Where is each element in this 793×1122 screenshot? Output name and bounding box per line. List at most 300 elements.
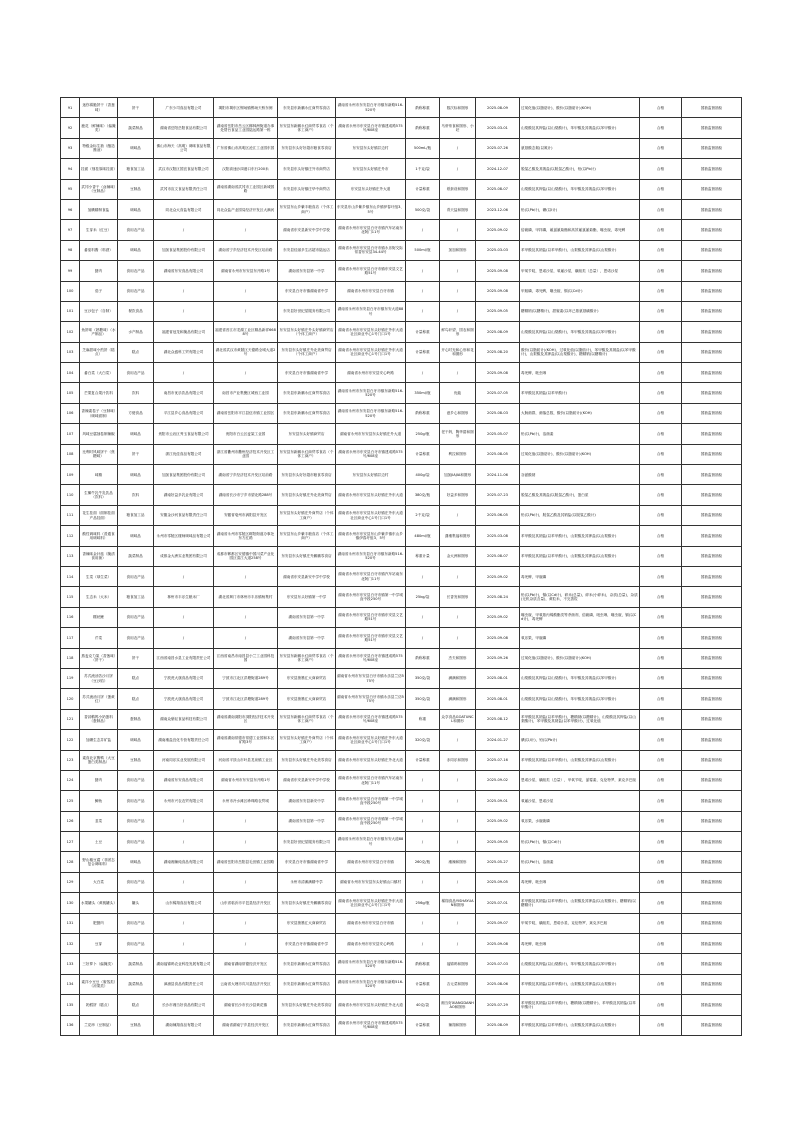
producer-address-cell: / (214, 872, 278, 892)
production-date-cell: 2025-05-27 (476, 852, 520, 872)
row-number-cell: 128 (61, 852, 80, 872)
row-number-cell: 99 (61, 261, 80, 281)
trademark-cell: 青天盐和图形 (440, 199, 476, 219)
producer-name-cell: 加加食品集团股份有限公司 (154, 465, 214, 485)
table-row (61, 1015, 742, 1035)
sampled-unit-name-cell: 东安县东头好镇庄外头好镇商贸店（个体工商户） (278, 322, 336, 342)
producer-name-cell: 漳浦县食品有限责任公司 (154, 974, 214, 994)
producer-address-cell: 湖南省长沙市宁乡市望北路288号 (214, 485, 278, 505)
inspection-items-cell: 脱氢乙酸及其钠盐(以脱氢乙酸计)，蛋白质 (520, 485, 640, 505)
production-date-cell: 2025-05-07 (476, 424, 520, 444)
food-category-cell: 食用农产品 (118, 220, 154, 240)
table-row (61, 301, 742, 321)
producer-name-cell: / (154, 872, 214, 892)
specification-cell: 称重 (406, 709, 440, 729)
trademark-cell: 利拉和图形 (440, 444, 476, 464)
trademark-cell: 好益多和图形 (440, 485, 476, 505)
trademark-cell: / (440, 301, 476, 321)
production-date-cell: 2025-09-02 (476, 566, 520, 586)
food-category-cell: 调味品 (118, 852, 154, 872)
row-number-cell: 96 (61, 199, 80, 219)
sampled-unit-address-cell: 湖南省永州市东安县白牙市镇汽车站南东北阿门11号 (336, 770, 406, 790)
sampled-unit-address-cell: 湖南省永州市东安县东山乡紫乡镇东山乡镇伊春圩组3、5号 (336, 526, 406, 546)
production-date-cell: 2025-08-06 (476, 974, 520, 994)
inspection-items-cell: 苯甲酸及其钠盐(以苯甲酸计)，糖精钠(以糖精计)，苯甲酸及其钠盐(以苯甲酸计) (520, 995, 640, 1015)
product-name-cell: 迷你薄脆饼干（香葱味） (80, 98, 118, 118)
product-name-cell: 燕麦克力架（香葱味）（饼干） (80, 648, 118, 668)
sampling-type-cell: 国抽监督抽检 (682, 1015, 742, 1035)
sampled-unit-address-cell: 湖南省永州市东安县白牙市镇 (336, 913, 406, 933)
inspection-items-cell: 苯甲酸及其钠盐(以苯甲酸计)，山梨酸及其钾盐(以山梨酸计) (520, 750, 640, 770)
producer-name-cell: 湖北众盛科工贸有限公司 (154, 342, 214, 362)
sampling-type-cell: 国抽监督抽检 (682, 383, 742, 403)
table-row (61, 526, 742, 546)
sampled-unit-address-cell: 湖南省永州市东安县白牙市镇东新路516-520号 (336, 954, 406, 974)
production-date-cell: 2025-07-23 (476, 485, 520, 505)
production-date-cell: 2025-08-09 (476, 322, 520, 342)
product-name-cell: 比利时风味饼干（焦糖味） (80, 444, 118, 464)
inspection-items-cell: 山梨酸及其钾盐(以山梨酸计)，苯甲酸及其钠盐(以苯甲酸计) (520, 689, 640, 709)
table-body (61, 98, 742, 1036)
producer-address-cell: 成都市郫都区安德镇中国川菜产业化园区清江大道258号 (214, 546, 278, 566)
product-name-cell: 特级金标生抽（酿造酱油） (80, 138, 118, 158)
production-date-cell: 2024-01-27 (476, 730, 520, 750)
verdict-cell: 合格 (640, 566, 682, 586)
food-category-cell: 粮食加工品 (118, 159, 154, 179)
food-category-cell: 调味品 (118, 424, 154, 444)
production-date-cell: 2025-08-09 (476, 98, 520, 118)
food-category-cell: 蔬菜制品 (118, 118, 154, 138)
sampled-unit-address-cell: 湖南省永州市东安县白牙市镇东新路516-520号 (336, 403, 406, 423)
sampled-unit-address-cell: 湖南省永州市东安县白牙市镇第一中学城直中段250号 (336, 587, 406, 607)
verdict-cell: 合格 (640, 403, 682, 423)
product-name-cell: 香辣味金针菇（腌渍食用菌） (80, 546, 118, 566)
trademark-cell: / (440, 913, 476, 933)
table-row (61, 791, 742, 811)
producer-name-cell: 湖南省东安食品有限公司 (154, 261, 214, 281)
sampling-type-cell: 国抽监督抽检 (682, 954, 742, 974)
producer-address-cell: 湖南省长沙市长沙县黄花镇 (214, 995, 278, 1015)
trademark-cell: 众享食品GOATUNCL和图形 (440, 709, 476, 729)
production-date-cell: 2025-08-01 (476, 689, 520, 709)
sampled-unit-address-cell: 湖南省永州市东安县白牙市镇东安大道88号 (336, 301, 406, 321)
food-category-cell: 粮食加工品 (118, 505, 154, 525)
row-number-cell: 92 (61, 118, 80, 138)
product-name-cell: 生芽米（红豆） (80, 220, 118, 240)
sampled-unit-address-cell: 湖南省永州市东安县白牙市镇建成路575号/608室 (336, 709, 406, 729)
product-name-cell: 兰花串（豆制品） (80, 1015, 118, 1035)
specification-cell: 散称称重 (406, 118, 440, 138)
sampled-unit-address-cell: 湖南省永州市东安县东头好镇庄外东大道社区商业中心1号门口1号 (336, 342, 406, 362)
table-row (61, 363, 742, 383)
inspection-items-cell: 铅(以Pb计)，脱氢乙酸及其钠盐(以脱氢乙酸计) (520, 505, 640, 525)
specification-cell: 称重计量 (406, 546, 440, 566)
product-name-cell: 香蒜鹌鹑小奶蛋料（蛋制品） (80, 709, 118, 729)
table-row (61, 893, 742, 913)
sampled-unit-name-cell: 东安县白牙市镇湖南省中学 (278, 934, 336, 954)
producer-name-cell: 湖南湘盐宜化专营有限责任公司 (154, 730, 214, 750)
trademark-cell: 马蒂蒂食和图形、小坯 (440, 118, 476, 138)
sampled-unit-address-cell: 湖南省永州市东安县白牙市镇 (336, 852, 406, 872)
sampled-unit-address-cell: 东安县东头好镇庄外市 (336, 159, 406, 179)
specification-cell: 计量称重 (406, 342, 440, 362)
producer-address-cell: 湖南省湖南浏阳市浏阳经济技术开发区 (214, 709, 278, 729)
specification-cell: 计量称重 (406, 444, 440, 464)
product-name-cell: 挂面（细挂原味挂面） (80, 159, 118, 179)
inspection-items-cell: 恩诺沙星，磺胺类（总量），甲氧苄啶，氯霉素，克伦特罗，莱克多巴胺 (520, 770, 640, 790)
table-row (61, 689, 742, 709)
table-row (61, 872, 742, 892)
inspection-items-cell: 脱氢乙酸及其钠盐(以脱氢乙酸计)，铅(以Pb计) (520, 159, 640, 179)
table-row (61, 424, 742, 444)
specification-cell: / (406, 791, 440, 811)
food-category-cell: 食用农产品 (118, 791, 154, 811)
verdict-cell: 合格 (640, 893, 682, 913)
inspection-items-cell: 苯甲酸及其钠盐(以苯甲酸计)，山梨酸及其钾盐(以山梨酸计) (520, 240, 640, 260)
row-number-cell: 131 (61, 913, 80, 933)
specification-cell: 计量称重 (406, 179, 440, 199)
specification-cell: / (406, 913, 440, 933)
food-category-cell: 食用农产品 (118, 607, 154, 627)
producer-address-cell: / (214, 832, 278, 852)
producer-address-cell: / (214, 363, 278, 383)
sampling-type-cell: 国抽监督抽检 (682, 566, 742, 586)
producer-name-cell: 安徽金沙河食品有限责任公司 (154, 505, 214, 525)
sampled-unit-address-cell: 湖南省永州市东安县东头好镇庄外东大道社区商业中心1号门口1号 (336, 730, 406, 750)
product-name-cell: 猪肉 (80, 770, 118, 790)
trademark-cell: 湘当好XIANGDANHAO和图形 (440, 995, 476, 1015)
producer-address-cell: 南昌市产业集聚区城西工业园 (214, 383, 278, 403)
producer-name-cell: 河南同乐实业发展有限公司 (154, 750, 214, 770)
row-number-cell: 130 (61, 893, 80, 913)
food-category-cell: 豆制品 (118, 179, 154, 199)
table-row (61, 566, 742, 586)
sampled-unit-name-cell: 湖南省东安县第一中学 (278, 607, 336, 627)
producer-address-cell: 湖南省湖南常德市常德工业园和本区矿路3号 (214, 730, 278, 750)
product-name-cell: 番白菜（大白菜） (80, 363, 118, 383)
specification-cell: / (406, 811, 440, 831)
sampled-unit-name-cell: 湖南省东安县新安中学 (278, 791, 336, 811)
verdict-cell: 合格 (640, 281, 682, 301)
producer-address-cell: / (214, 607, 278, 627)
sampling-type-cell: 国抽监督抽检 (682, 363, 742, 383)
sampling-type-cell: 国抽监督抽检 (682, 689, 742, 709)
table-row (61, 403, 742, 423)
table-row (61, 118, 742, 138)
inspection-items-cell: 铅(以Pb计)，镉(以Cd计)，碎米(总量)，碎米(小碎米)，杂质(总量)，杂质(无机杂质含量)，黄粒米，不完善粒 (520, 587, 640, 607)
trademark-cell: / (440, 261, 476, 281)
producer-name-cell: 武冈市宣文食品有限责任公司 (154, 179, 214, 199)
table-row (61, 465, 742, 485)
sampling-type-cell: 国抽监督抽检 (682, 403, 742, 423)
production-date-cell: 2025-09-05 (476, 301, 520, 321)
table-row (61, 179, 742, 199)
sampled-unit-name-cell: 东安县东头好镇庄外鹏鹏零食店 (278, 546, 336, 566)
row-number-cell: 98 (61, 240, 80, 260)
product-name-cell: 鲫鱼 (80, 791, 118, 811)
production-date-cell: 2025-07-03 (476, 954, 520, 974)
specification-cell: / (406, 261, 440, 281)
row-number-cell: 101 (61, 301, 80, 321)
producer-name-cell: 武汉市汉阳区国宜食品有限公司 (154, 159, 214, 179)
producer-name-cell: / (154, 832, 214, 852)
sampled-unit-name-cell: 湖南省东安县新安中学中学校 (278, 220, 336, 240)
trademark-cell: / (440, 872, 476, 892)
producer-name-cell: 福建省冠龙和腌品有限公司 (154, 322, 214, 342)
producer-address-cell: 湖南省岳阳市岳云区榔林洲街道办事处帮台食品工业园陆运路第一栋 (214, 118, 278, 138)
table-row (61, 995, 742, 1015)
producer-address-cell: 湖南省湖南宁乡县经济开发区 (214, 1015, 278, 1035)
table-row (61, 668, 742, 688)
trademark-cell: 赤同乐和图形 (440, 750, 476, 770)
inspection-items-cell: 铅(以Pb计)，溶菌素 (520, 424, 640, 444)
specification-cell: / (406, 832, 440, 852)
food-category-cell: 水产制品 (118, 322, 154, 342)
product-name-cell: 水果罐头（黄桃罐头） (80, 893, 118, 913)
verdict-cell: 合格 (640, 750, 682, 770)
sampled-unit-name-cell: 东安县东山乡紫丰粮食店（个体工商户） (278, 199, 336, 219)
specification-cell: 计量称重 (406, 974, 440, 994)
row-number-cell: 100 (61, 281, 80, 301)
row-number-cell: 116 (61, 607, 80, 627)
producer-name-cell: 湖南湘辣纯食品有限公司 (154, 852, 214, 872)
row-number-cell: 91 (61, 98, 80, 118)
product-name-cell: 味精 (80, 465, 118, 485)
specification-cell: 500ml/瓶 (406, 240, 440, 260)
row-number-cell: 94 (61, 159, 80, 179)
food-category-cell: 糕点 (118, 668, 154, 688)
verdict-cell: 合格 (640, 587, 682, 607)
trademark-cell: 加加和图形 (440, 240, 476, 260)
table-row (61, 342, 742, 362)
product-name-cell: 风味豆腐抽卷制辣椒 (80, 424, 118, 444)
trademark-cell: / (440, 811, 476, 831)
specification-cell: 1千克/袋 (406, 159, 440, 179)
producer-address-cell: / (214, 913, 278, 933)
trademark-cell: 长香发和图形 (440, 587, 476, 607)
table-row (61, 444, 742, 464)
sampled-unit-name-cell: 东安县东头好好超市粮食零食店 (278, 465, 336, 485)
food-category-cell: 食用农产品 (118, 832, 154, 852)
sampling-type-cell: 国抽监督抽检 (682, 261, 742, 281)
verdict-cell: 合格 (640, 342, 682, 362)
food-category-cell: 罐头 (118, 893, 154, 913)
verdict-cell: 合格 (640, 322, 682, 342)
inspection-items-cell: 过氧化值(以脂肪计)，酸价(以脂肪计)(KOH) (520, 98, 640, 118)
row-number-cell: 127 (61, 832, 80, 852)
table-row (61, 485, 742, 505)
sampled-unit-address-cell: 湖南省永州市东安县白牙市镇汽车站南东北阿门11号 (336, 220, 406, 240)
sampled-unit-name-cell: 东安县东新鹏永红商贸零食店 (278, 1015, 336, 1035)
inspection-items-cell: 毒死蜱，甲胺磷 (520, 566, 640, 586)
production-date-cell: 2025-08-03 (476, 403, 520, 423)
producer-address-cell: / (214, 566, 278, 586)
production-date-cell: 2025-08-01 (476, 668, 520, 688)
trademark-cell: 意乡心和图形 (440, 403, 476, 423)
verdict-cell: 合格 (640, 526, 682, 546)
sampled-unit-name-cell: 永州市清滩满精中学 (278, 872, 336, 892)
product-name-cell: 大白菜 (80, 872, 118, 892)
verdict-cell: 合格 (640, 770, 682, 790)
row-number-cell: 107 (61, 424, 80, 444)
production-date-cell: 2025-08-07 (476, 179, 520, 199)
verdict-cell: 合格 (640, 934, 682, 954)
specification-cell: 350克/袋 (406, 668, 440, 688)
product-name-cell: 豆沙包子（自制） (80, 301, 118, 321)
row-number-cell: 132 (61, 934, 80, 954)
producer-address-cell: 同北众盐产业园局经济开发区大满河 (214, 199, 278, 219)
sampled-unit-name-cell: 东安县东新鹏永红商贸零食店 (278, 383, 336, 403)
verdict-cell: 合格 (640, 832, 682, 852)
production-date-cell: 2025-08-07 (476, 546, 520, 566)
sampling-type-cell: 国抽监督抽检 (682, 546, 742, 566)
verdict-cell: 合格 (640, 791, 682, 811)
sampling-type-cell: 国抽监督抽检 (682, 607, 742, 627)
sampling-type-cell: 国抽监督抽检 (682, 791, 742, 811)
product-name-cell: 花生挂面（面制挂面产品挂面） (80, 505, 118, 525)
production-date-cell: 2025-03-08 (476, 526, 520, 546)
production-date-cell: 2024-11-06 (476, 465, 520, 485)
table-row (61, 730, 742, 750)
sampling-type-cell: 国抽监督抽检 (682, 424, 742, 444)
inspection-items-cell: 甲胺磷，毒死蜱，噻虫胺，镉(以Cd计) (520, 281, 640, 301)
row-number-cell: 110 (61, 485, 80, 505)
sampling-type-cell: 国抽监督抽检 (682, 505, 742, 525)
production-date-cell: 2025-09-05 (476, 832, 520, 852)
trademark-cell: / (440, 791, 476, 811)
inspection-items-cell: 山梨酸及其钾盐(以山梨酸计)，苯甲酸及其钠盐(以苯甲酸计) (520, 668, 640, 688)
specification-cell: 500克/袋 (406, 199, 440, 219)
verdict-cell: 合格 (640, 199, 682, 219)
sampled-unit-address-cell: 东安县东头好镇庄外大道 (336, 179, 406, 199)
inspection-items-cell: 山梨酸及其钾盐(以山梨酸计)，苯甲酸及其钠盐(以苯甲酸计) (520, 118, 640, 138)
inspection-items-cell: 苯甲酸及其钠盐(以苯甲酸计)，山梨酸及其钾盐(以山梨酸计) (520, 526, 640, 546)
verdict-cell: 合格 (640, 668, 682, 688)
food-category-cell: 粮食加工品 (118, 587, 154, 607)
specification-cell: 256g/瓶 (406, 893, 440, 913)
trademark-cell: / (440, 832, 476, 852)
sampled-unit-address-cell: 湖南省永州市东安县安心岭路 (336, 363, 406, 383)
sampled-unit-name-cell: 东安县东新鹏永红商贸零食店（个体工商户） (278, 444, 336, 464)
sampling-type-cell: 国抽监督抽检 (682, 872, 742, 892)
inspection-items-cell: 甲氧苄啶，磺胺类，恩诺沙星，克伦特罗，莱克多巴胺 (520, 913, 640, 933)
specification-cell: 散称称重 (406, 954, 440, 974)
sampled-unit-name-cell: 东安县东头好镇第一中学 (278, 587, 336, 607)
table-row (61, 199, 742, 219)
row-number-cell: 95 (61, 179, 80, 199)
specification-cell: / (406, 628, 440, 648)
food-category-cell: 糕点 (118, 342, 154, 362)
table-row (61, 240, 742, 260)
row-number-cell: 112 (61, 526, 80, 546)
sampled-unit-address-cell: 湖南省永州市东安县白牙市镇建成路575号/608室 (336, 648, 406, 668)
production-date-cell: 2025-09-08 (476, 261, 520, 281)
product-name-cell: 加碘生态井矿盐 (80, 730, 118, 750)
inspection-items-cell: 苯甲酸及其钠盐(以苯甲酸计)，山梨酸及其钾盐(以山梨酸计) (520, 974, 640, 994)
table-row (61, 261, 742, 281)
sampling-type-cell: 国抽监督抽检 (682, 893, 742, 913)
producer-address-cell: 永州市冷水滩区珍珠路农贸城 (214, 791, 278, 811)
producer-address-cell: / (214, 811, 278, 831)
sampled-unit-name-cell: 东安县东头好好超市粮食零食店 (278, 138, 336, 158)
verdict-cell: 合格 (640, 159, 682, 179)
specification-cell: / (406, 220, 440, 240)
verdict-cell: 合格 (640, 383, 682, 403)
sampling-type-cell: 国抽监督抽检 (682, 526, 742, 546)
inspection-items-cell: 酸价(以脂肪计)(KOH)，过氧化值(以脂肪计)，苯甲酸及其钠盐(以苯甲酸计)，山梨酸及其钾盐(以山梨酸计)，糖精钠(以糖精计) (520, 342, 640, 362)
sampling-type-cell: 国抽监督抽检 (682, 179, 742, 199)
producer-name-cell: 永州市零陵区楼师调味品有限公司 (154, 526, 214, 546)
sampling-type-cell: 国抽监督抽检 (682, 485, 742, 505)
sampled-unit-address-cell: 湖南省永州市东安县白牙市镇东新路516-520号 (336, 974, 406, 994)
food-category-cell: 调味品 (118, 526, 154, 546)
production-date-cell: 2025-09-08 (476, 281, 520, 301)
sampling-type-cell: 国抽监督抽检 (682, 628, 742, 648)
sampled-unit-address-cell: 湖南省永州市东安县白牙市镇东新路516-520号 (336, 546, 406, 566)
producer-name-cell: 加加食品集团股份有限公司 (154, 240, 214, 260)
sampling-type-cell: 国抽监督抽检 (682, 342, 742, 362)
sampled-unit-name-cell: 东安县东新鹏永红商贸零食店 (278, 954, 336, 974)
producer-address-cell: 广东省佛山市高明区沧江工业园东园 (214, 138, 278, 158)
sampled-unit-name-cell: 东安县东头好镇庄外北美零食店 (278, 750, 336, 770)
trademark-cell: / (440, 934, 476, 954)
product-name-cell: 豆芽 (80, 934, 118, 954)
sampled-unit-name-cell: 东安县好世纪星服务有限公司 (278, 301, 336, 321)
row-number-cell: 122 (61, 730, 80, 750)
production-date-cell: 2025-09-07 (476, 913, 520, 933)
food-category-cell: 豆制品 (118, 750, 154, 770)
producer-name-cell: 江西省南昌水县工业有限责任公司 (154, 648, 214, 668)
verdict-cell: 合格 (640, 138, 682, 158)
product-name-cell: 芝麻甜味小煎饼（糕点） (80, 342, 118, 362)
production-date-cell: 2025-08-12 (476, 709, 520, 729)
product-name-cell: 土豆 (80, 832, 118, 852)
specification-cell: 散称称重 (406, 648, 440, 668)
row-number-cell: 134 (61, 974, 80, 994)
production-date-cell: 2025-07-01 (476, 893, 520, 913)
sampling-type-cell: 国抽监督抽检 (682, 138, 742, 158)
sampled-unit-name-cell: 东安县东头好镇商贸店 (278, 424, 336, 444)
row-number-cell: 106 (61, 403, 80, 423)
trademark-cell: 福锦码和图形 (440, 954, 476, 974)
trademark-cell: 稀翔食品YISHAYUAN和图形 (440, 893, 476, 913)
product-name-cell: 鹿花（鲜辣味）（偏腌类） (80, 118, 118, 138)
specification-cell: / (406, 934, 440, 954)
producer-address-cell: 湖南省湖南省武冈市工业园区新城园路 (214, 179, 278, 199)
product-name-cell: 加碘精制食盐 (80, 199, 118, 219)
product-name-cell: 糯丝鲤 (80, 607, 118, 627)
row-number-cell: 104 (61, 363, 80, 383)
trademark-cell: 湘辣和图形 (440, 852, 476, 872)
sampled-unit-address-cell: 湖南省永州市东安县东头好镇庄外东大道社区商业中心1号门口1号 (336, 505, 406, 525)
inspection-items-cell: 氧乐果，水胺硫磷 (520, 811, 640, 831)
verdict-cell: 合格 (640, 628, 682, 648)
trademark-cell: / (440, 138, 476, 158)
sampled-unit-address-cell: 湖南省永州市东安县东头好镇庄外北大道 (336, 995, 406, 1015)
producer-address-cell: 揭阳市揭东区锡场镇锡场天桥东侧 (214, 98, 278, 118)
producer-address-cell: 湖北省荆门市林州市丰乐镇杨集村 (214, 587, 278, 607)
table-row (61, 546, 742, 566)
production-date-cell: 2025-09-02 (476, 811, 520, 831)
trademark-cell: 开心时光和心形和花和图形 (440, 342, 476, 362)
sampling-type-cell: 国抽监督抽检 (682, 465, 742, 485)
specification-cell: / (406, 301, 440, 321)
sampling-type-cell: 国抽监督抽检 (682, 240, 742, 260)
sampling-type-cell: 国抽监督抽检 (682, 934, 742, 954)
row-number-cell: 97 (61, 220, 80, 240)
producer-name-cell: / (154, 220, 214, 240)
sampled-unit-name-cell: 东安县东头好镇庄外鹏鹏零食店 (278, 893, 336, 913)
